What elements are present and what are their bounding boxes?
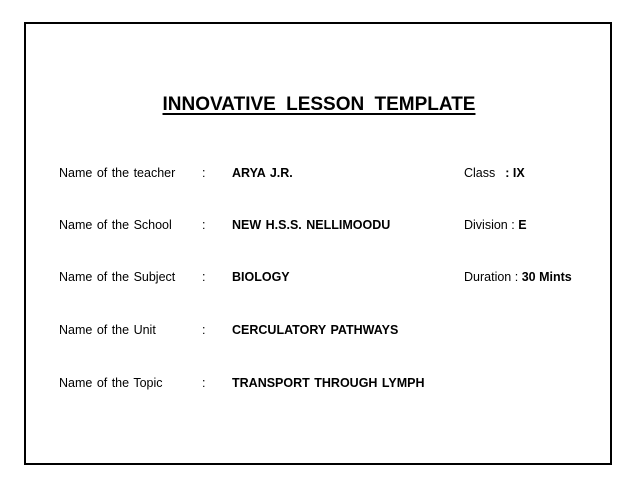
row-unit <box>0 320 638 340</box>
teacher-value: ARYA J.R. <box>232 166 293 180</box>
teacher-colon: : <box>202 166 206 180</box>
duration-field <box>464 267 572 287</box>
class-field <box>464 163 525 183</box>
teacher-label: Name of the teacher <box>59 166 176 180</box>
unit-label: Name of the Unit <box>59 323 156 337</box>
division-value: E <box>518 218 527 232</box>
division-label: Division : <box>464 218 515 232</box>
school-value: NEW H.S.S. NELLIMOODU <box>232 218 391 232</box>
document-title: INNOVATIVE LESSON TEMPLATE <box>162 94 476 115</box>
topic-colon: : <box>202 376 206 390</box>
duration-value: 30 Mints <box>521 270 572 284</box>
division-field <box>464 215 527 235</box>
subject-label: Name of the Subject <box>59 270 176 284</box>
school-colon: : <box>202 218 206 232</box>
subject-colon: : <box>202 270 206 284</box>
class-value: : IX <box>505 166 525 180</box>
duration-label: Duration : <box>464 270 519 284</box>
subject-value: BIOLOGY <box>232 270 290 284</box>
row-topic <box>0 373 638 393</box>
row-teacher <box>0 163 638 183</box>
topic-label: Name of the Topic <box>59 376 163 390</box>
row-subject <box>0 267 638 287</box>
school-label: Name of the School <box>59 218 172 232</box>
topic-value: TRANSPORT THROUGH LYMPH <box>232 376 425 390</box>
class-label: Class <box>464 166 496 180</box>
page-border <box>24 22 612 465</box>
row-school <box>0 215 638 235</box>
unit-value: CERCULATORY PATHWAYS <box>232 323 399 337</box>
unit-colon: : <box>202 323 206 337</box>
